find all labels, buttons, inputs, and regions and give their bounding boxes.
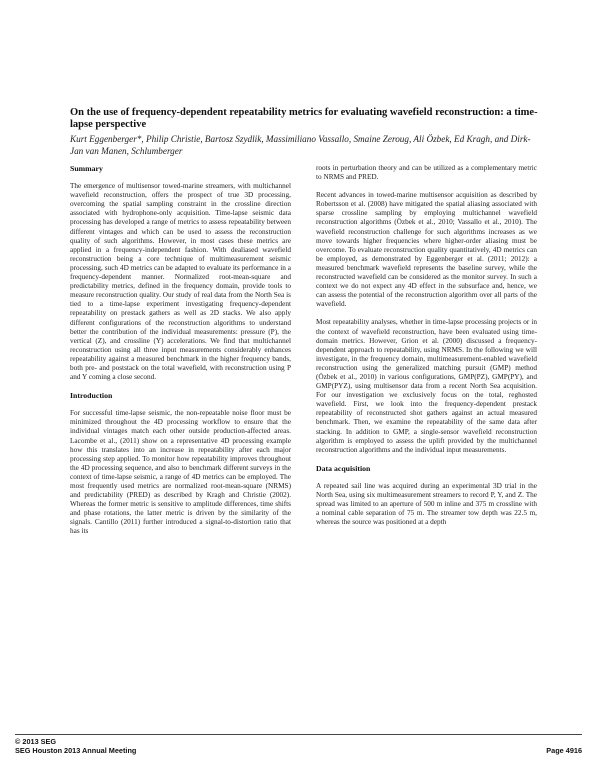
footer-row	[15, 746, 582, 755]
paper-title: On the use of frequency-dependent repeatability metrics for evaluating wavefield reconstruction: a time-lapse perspective	[70, 107, 538, 130]
footer-page-number: Page 4916	[546, 746, 582, 755]
introduction-paragraph-3: Most repeatability analyses, whether in time-lapse processing projects or in the context of wavefield reconstruction, have been evaluated using time-domain metrics. However, Grion et al. (2000) discussed a frequency-dependent approach to repeatability, using NRMS. In the following we will investigate, in the frequency domain, multimeasurement-enabled wavefield reconstruction using the generalized matching pursuit (GMP) method (Özbek et al., 2010) in various configurations, GMP(PZ), GMP(PY), and GMP(PYZ), using multisensor data from a recent North Sea acquisition. For our investigation we exclusively focus on the total, reghosted wavefield. First, we look into the frequency-dependent prestack repeatability of reconstructed shot gathers against an actual measured benchmark. Then, we examine the repeatability of the same data after stacking. In addition to GMP, a single-sensor wavefield reconstruction algorithm is employed to assess the uplift provided by the multichannel reconstruction algorithms and the individual input measurements.	[316, 318, 537, 454]
introduction-paragraph-2: Recent advances in towed-marine multisensor acquisition as described by Robertsson et al. (2008) have mitigated the spatial aliasing associated with sparse crossline sampling by employing multichannel wavefield reconstruction algorithms (Özbek et al., 2010; Vassallo et al., 2010). The wavefield reconstruction challenge for such algorithms increases as we move towards higher frequencies where higher-order aliasing must be overcome. To evaluate reconstruction quality quantitatively, 4D metrics can be employed, as demonstrated by Eggenberger et al. (2011; 2012): a measured benchmark wavefield represents the baseline survey, while the reconstructed wavefield can be considered as the monitor survey. In such a context we do not expect any 4D effect in the subsurface and, hence, we can assess the potential of the reconstruction algorithm over all parts of the wavefield.	[316, 191, 537, 309]
title-block	[70, 107, 540, 157]
left-column	[70, 164, 291, 546]
introduction-continuation: roots in perturbation theory and can be utilized as a complementary metric to NRMS and PRED.	[316, 164, 537, 182]
author-list: Kurt Eggenberger*, Philip Christie, Bartosz Szydlik, Massimiliano Vassallo, Smaine Zeroug, Ali Özbek, Ed Kragh, and Dirk-Jan van Manen, Schlumberger	[70, 134, 531, 156]
right-column	[316, 164, 537, 536]
page-footer	[15, 734, 582, 755]
introduction-paragraph: For successful time-lapse seismic, the non-repeatable noise floor must be minimized throughout the 4D processing workflow to ensure that the individual vintages match each other outside production-affected areas. Lacombe et al., (2011) show on a representative 4D processing example how this translates into an increase in repeatability after each major processing step applied. To monitor how repeatability improves throughout the 4D processing sequence, and also to benchmark different surveys in the context of time-lapse seismic, a range of 4D metrics can be employed. The most frequently used metrics are normalized root-mean-square (NRMS) and predictability (PRED) as described by Kragh and Christie (2002). Whereas the former metric is sensitive to amplitude differences, time shifts and phase rotations, the latter metric is driven by the similarity of the signals. Cantillo (2011) further introduced a signal-to-distortion ratio that has its	[70, 409, 291, 536]
data-acquisition-paragraph: A repeated sail line was acquired during an experimental 3D trial in the North Sea, using six multimeasurement streamers to record P, Y, and Z. The spread was limited to an aperture of 500 m inline and 375 m crossline with a nominal cable separation of 75 m. The streamer tow depth was 22.5 m, whereas the source was positioned at a depth	[316, 481, 537, 527]
summary-paragraph: The emergence of multisensor towed-marine streamers, with multichannel wavefield reconstruction, offers the prospect of true 3D processing, overcoming the spatial sampling constraint in the crossline direction associated with hydrophone-only acquisition. Time-lapse seismic data processing has developed a range of metrics to assess repeatability between different vintages and which can be used to assess the reconstruction quality of such algorithms. However, in most cases these metrics are applied in a frequency-independent fashion. With dealiased wavefield reconstruction being a core technique of multimeasurement seismic processing, such 4D metrics can be adapted to evaluate its performance in a frequency-dependent manner. Normalized root-mean-square and predictability metrics, defined in the frequency domain, provide tools to measure reconstruction quality. Our study of real data from the North Sea is tied to a time-lapse experiment investigating frequency-dependent repeatability on prestack gathers as well as 2D stacks. We also apply different configurations of the reconstruction algorithms to understand better the contribution of the individual measurements: pressure (P), the vertical (Z), and crossline (Y) accelerations. We find that multichannel reconstruction using all three input measurements considerably enhances repeatability against a measured benchmark in the higher frequency bands, both pre- and poststack on the total wavefield, with reconstruction using P and Y coming a close second.	[70, 182, 291, 382]
footer-rule	[15, 734, 582, 735]
footer-copyright: © 2013 SEG	[15, 737, 57, 746]
data-acquisition-heading: Data acquisition	[316, 463, 371, 473]
introduction-heading: Introduction	[70, 391, 113, 401]
summary-heading: Summary	[70, 164, 103, 173]
footer-meeting: SEG Houston 2013 Annual Meeting	[15, 746, 137, 755]
